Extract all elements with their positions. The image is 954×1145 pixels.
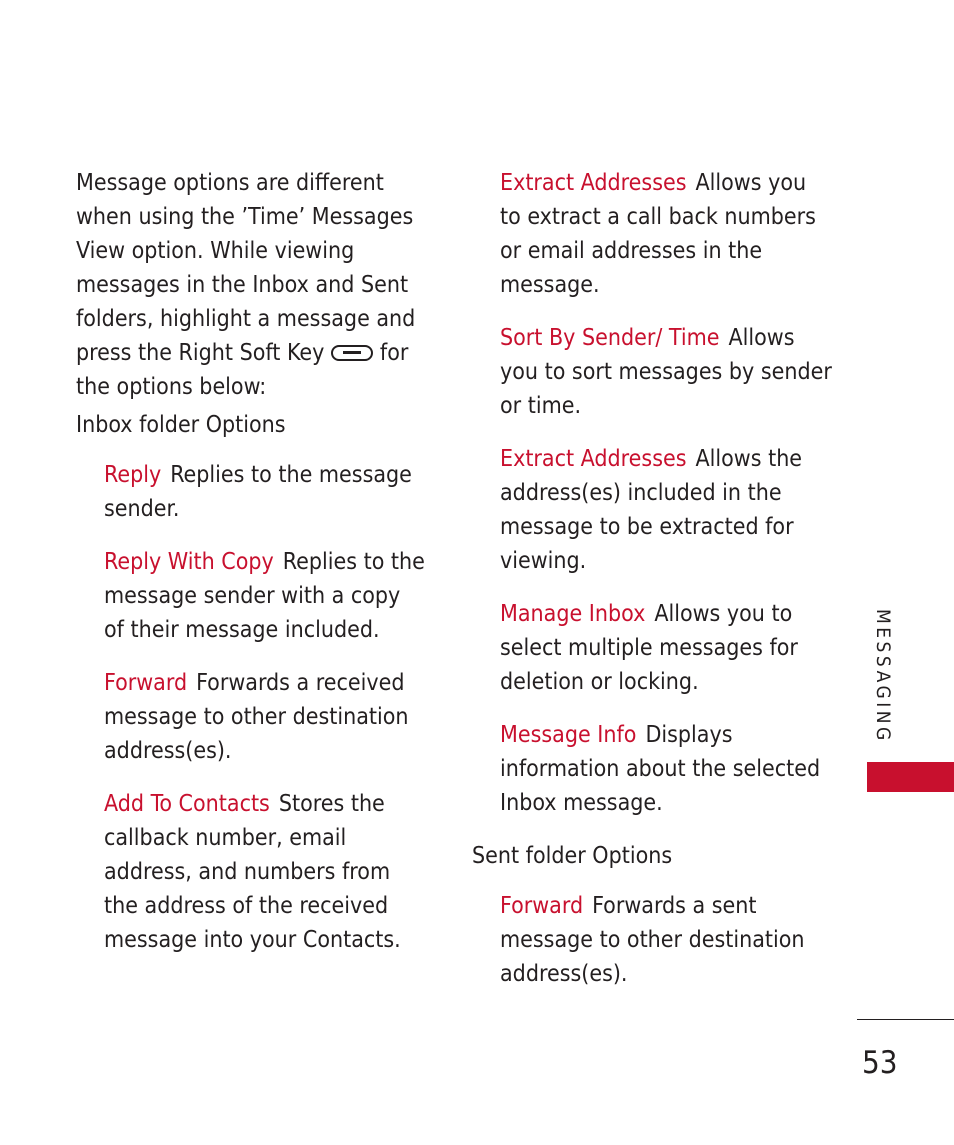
option-sent-forward bbox=[500, 889, 832, 991]
option-term: Forward bbox=[104, 670, 188, 696]
inbox-options-heading: Inbox folder Options bbox=[76, 412, 286, 438]
option-desc: Forwards a sent message to other destination address(es). bbox=[500, 893, 805, 987]
option-term: Extract Addresses bbox=[500, 170, 687, 196]
sent-options-heading: Sent folder Options bbox=[472, 843, 673, 869]
option-forward bbox=[104, 666, 426, 768]
option-desc: Replies to the message sender with a copy of their message included. bbox=[104, 549, 425, 643]
option-manage-inbox bbox=[500, 597, 832, 699]
option-desc: Allows the address(es) included in the message to be extracted for viewing. bbox=[500, 446, 803, 574]
intro-text-end: for the options below: bbox=[76, 340, 409, 400]
option-term: Reply bbox=[104, 462, 162, 488]
option-desc: Forwards a received message to other destination address(es). bbox=[104, 670, 409, 764]
option-term: Reply With Copy bbox=[104, 549, 274, 575]
option-term: Message Info bbox=[500, 722, 637, 748]
option-desc: Displays information about the selected Inbox message. bbox=[500, 722, 821, 816]
left-column bbox=[76, 166, 426, 976]
option-extract-addresses-2 bbox=[500, 442, 832, 578]
option-term: Forward bbox=[500, 893, 584, 919]
option-desc: Allows you to extract a call back numbers or email addresses in the message. bbox=[500, 170, 816, 298]
option-add-to-contacts bbox=[104, 787, 426, 957]
section-tab-bar bbox=[867, 762, 954, 792]
right-column bbox=[472, 166, 832, 1010]
option-reply-with-copy bbox=[104, 545, 426, 647]
intro-paragraph bbox=[76, 166, 426, 404]
option-term: Manage Inbox bbox=[500, 601, 646, 627]
option-term: Add To Contacts bbox=[104, 791, 270, 817]
option-sort-by-sender-time bbox=[500, 321, 832, 423]
option-extract-addresses bbox=[500, 166, 832, 302]
intro-text: Message options are different when using the ’Time’ Messages View option. While viewing messages in the Inbox and Sent folders, highlight a message and press the Right Soft Key bbox=[76, 170, 416, 366]
page-number: 53 bbox=[862, 1045, 898, 1081]
option-desc: Allows you to sort messages by sender or time. bbox=[500, 325, 832, 419]
option-term: Sort By Sender/ Time bbox=[500, 325, 720, 351]
option-desc: Replies to the message sender. bbox=[104, 462, 412, 522]
option-desc: Allows you to select multiple messages for deletion or locking. bbox=[500, 601, 798, 695]
option-reply bbox=[104, 458, 426, 526]
page-number-rule bbox=[857, 1019, 954, 1020]
option-term: Extract Addresses bbox=[500, 446, 687, 472]
right-soft-key-icon bbox=[331, 345, 373, 361]
option-message-info bbox=[500, 718, 832, 820]
option-desc: Stores the callback number, email address, and numbers from the address of the received message into your Contacts. bbox=[104, 791, 401, 953]
section-tab-label: MESSAGING bbox=[872, 609, 894, 744]
